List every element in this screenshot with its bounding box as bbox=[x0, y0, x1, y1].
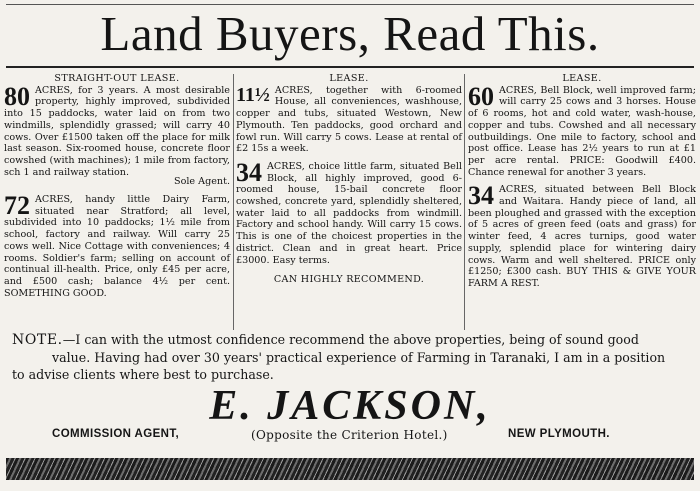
column-lease-2 bbox=[468, 73, 696, 296]
listing bbox=[468, 181, 696, 289]
note-line: to advise clients where best to purchase. bbox=[12, 367, 274, 382]
agent-role: COMMISSION AGENT, bbox=[52, 428, 180, 440]
column-divider bbox=[233, 74, 234, 330]
listing-tail: Sole Agent. bbox=[174, 176, 230, 188]
agent-note bbox=[12, 331, 692, 383]
column-heading: LEASE. bbox=[562, 73, 602, 84]
recommendation: CAN HIGHLY RECOMMEND. bbox=[273, 274, 425, 286]
agent-footer bbox=[0, 428, 700, 444]
note-lead: NOTE. bbox=[12, 332, 63, 348]
listing-acreage: 34 bbox=[236, 157, 262, 187]
decorative-band bbox=[6, 458, 694, 480]
listing-acreage: 11½ bbox=[236, 83, 270, 106]
note-line: value. Having had over 30 years' practical experience of Farming in Taranaki, I am in a position bbox=[52, 350, 666, 365]
listing bbox=[4, 191, 230, 299]
column-straight-out-lease bbox=[4, 73, 230, 305]
listing bbox=[4, 81, 230, 188]
listing-text: ACRES, choice little farm, situated Bell Block, all highly improved, good 6-roomed house, 15-bail concrete floor cowshed, concrete yard, splendidly sheltered, water laid to all paddocks from windmill. Factory and school handy. Will carry 15 cows. This is one of the choicest properties in the district. Clean and in great heart. Price £3000. Easy terms. bbox=[236, 160, 462, 266]
agent-name: E. JACKSON, bbox=[209, 383, 491, 429]
top-border bbox=[6, 4, 694, 5]
listing-text: ACRES, for 3 years. A most desirable property, highly improved, subdivided into 15 paddocks, water laid on from two windmills, splendidly grassed; will carry 40 cows. Over £1500 taken off the place for milk last season. Six-roomed house, concrete floor cowshed (with machines); 1 mile from factory, sch 1 and railway station. bbox=[4, 84, 230, 178]
title-rule bbox=[6, 66, 694, 68]
column-lease bbox=[236, 73, 462, 286]
listing-acreage: 80 bbox=[4, 81, 30, 111]
listing-acreage: 60 bbox=[468, 81, 494, 111]
listing-text: ACRES, Bell Block, well improved farm; will carry 25 cows and 3 horses. House of 6 rooms, hot and cold water, wash-house, copper and tubs. Cowshed and all necessary outbuildings. One mile to factory, school and post office. Lease has 2½ years to run at £1 per acre rental. PRICE: Goodwill £400. Chance renewal for another 3 years. bbox=[468, 84, 696, 178]
advert-title: Land Buyers, Read This. bbox=[100, 6, 600, 61]
listing-acreage: 34 bbox=[468, 181, 494, 211]
listing-text: ACRES, handy little Dairy Farm, situated near Stratford; all level, subdivided into 10 paddocks; 1½ mile from school, factory and railway. Will carry 25 cows well. Nice Cottage with conveniences; 4 rooms. Soldier's farm; selling on account of continual ill-health. Price, only £45 per acre, and £500 cash; balance 4½ per cent. SOMETHING GOOD. bbox=[4, 194, 230, 299]
note-line: —I can with the utmost confidence recommend the above properties, being of sound good bbox=[62, 332, 639, 347]
listing-text: ACRES, together with 6-roomed House, all conveniences, washhouse, copper and tubs, situated Westown, New Plymouth. Ten paddocks, good orchard and fowl run. Will carry 5 cows. Lease at rental of £2 15s a week. bbox=[236, 84, 462, 155]
column-divider bbox=[464, 74, 465, 330]
listing bbox=[236, 85, 462, 155]
agent-address: (Opposite the Criterion Hotel.) bbox=[251, 428, 448, 442]
listing-acreage: 72 bbox=[4, 191, 30, 221]
column-heading: LEASE. bbox=[329, 73, 369, 84]
agent-town: NEW PLYMOUTH. bbox=[508, 428, 610, 440]
listing bbox=[236, 157, 462, 266]
column-heading: STRAIGHT-OUT LEASE. bbox=[54, 73, 180, 84]
listing-text: ACRES, situated between Bell Block and Waitara. Handy piece of land, all been ploughed and grassed with the exception of 5 acres of green feed (oats and grass) for winter feed, 4 acres turnips, good water supply, splendid place for wintering dairy cows. Warm and well sheltered. PRICE only £1250; £300 cash. BUY THIS & GIVE YOUR FARM A REST. bbox=[468, 184, 696, 289]
listing bbox=[468, 81, 696, 179]
